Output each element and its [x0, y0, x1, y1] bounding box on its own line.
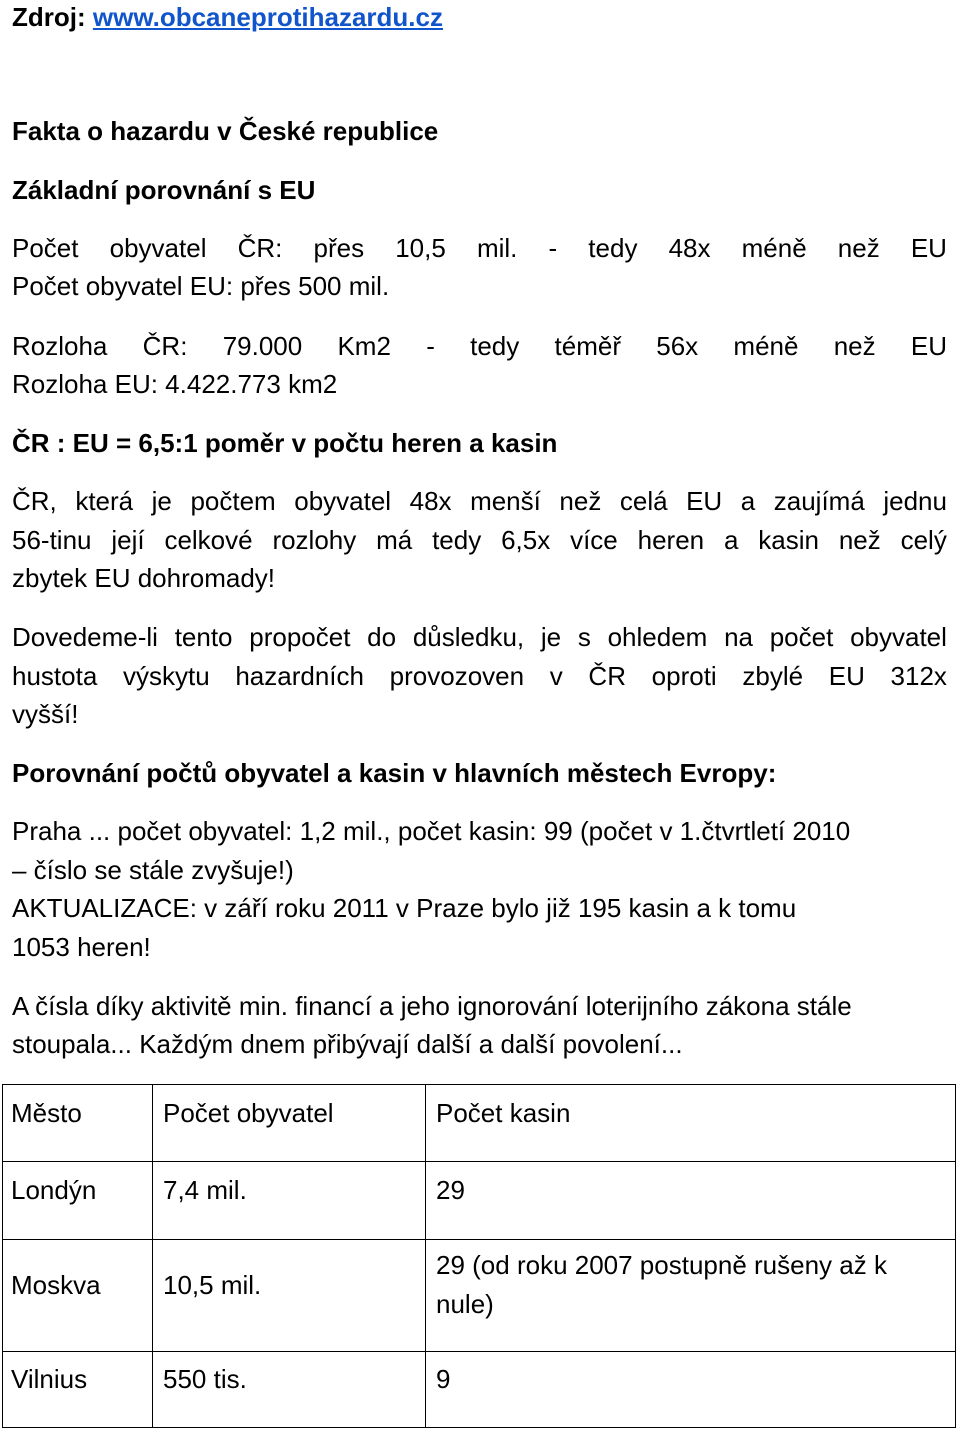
word: a [723, 525, 739, 555]
word: v [549, 661, 563, 691]
prague-line-3: AKTUALIZACE: v září roku 2011 v Praze bylo již 195 kasin a k tomu [12, 893, 797, 923]
table-divider [425, 1085, 426, 1427]
word: ohledem [607, 622, 708, 652]
table-header-city: Město [11, 1098, 82, 1128]
table-cell-casinos: 9 [436, 1364, 451, 1394]
paragraph2-line-2 [12, 661, 947, 691]
table-header-population: Počet obyvatel [163, 1098, 334, 1128]
word: tedy [432, 525, 482, 555]
word: počtem [190, 486, 276, 516]
source-link[interactable]: www.obcaneprotihazardu.cz [92, 2, 443, 32]
word: ČR: [237, 233, 283, 263]
word: méně [741, 233, 807, 263]
word: více [570, 525, 618, 555]
word: obyvatel [294, 486, 392, 516]
word: - [426, 331, 435, 361]
population-line-1 [12, 233, 947, 263]
source-label: Zdroj: [12, 2, 86, 32]
table-cell-casinos-continued: nule) [436, 1289, 494, 1319]
closing-line-2: stoupala... Každým dnem přibývají další a další povolení... [12, 1029, 683, 1059]
population-line-2: Počet obyvatel EU: přes 500 mil. [12, 271, 390, 301]
closing-line-1: A čísla díky aktivitě min. financí a jeho ignorování loterijního zákona stále [12, 991, 852, 1021]
area-line-2: Rozloha EU: 4.422.773 km2 [12, 369, 338, 399]
word: méně [733, 331, 799, 361]
word: Dovedeme-li [12, 622, 158, 652]
word: kasin [758, 525, 819, 555]
word: je [540, 622, 562, 652]
table-divider [3, 1161, 955, 1162]
prague-line-2: – číslo se stále zvyšuje!) [12, 855, 294, 885]
word: celá [619, 486, 668, 516]
word: oproti [651, 661, 717, 691]
word: její [111, 525, 145, 555]
table-cell-city: Vilnius [11, 1364, 88, 1394]
word: téměř [554, 331, 621, 361]
table-cell-casinos: 29 [436, 1175, 465, 1205]
word: Počet [12, 233, 79, 263]
prague-line-1: Praha ... počet obyvatel: 1,2 mil., počet kasin: 99 (počet v 1.čtvrtletí 2010 [12, 816, 851, 846]
word: EU [910, 331, 947, 361]
paragraph1-line-1 [12, 486, 947, 516]
word: 79.000 [222, 331, 303, 361]
word: do [367, 622, 397, 652]
word: obyvatel [850, 622, 947, 652]
paragraph1-line-3: zbytek EU dohromady! [12, 563, 276, 593]
word: ČR: [142, 331, 188, 361]
word: zbylé [742, 661, 804, 691]
word: Km2 [337, 331, 391, 361]
sub-heading: Základní porovnání s EU [12, 175, 316, 205]
word: ČR, [12, 486, 57, 516]
word: než [833, 331, 876, 361]
word: na [724, 622, 753, 652]
word: tedy [588, 233, 638, 263]
table-divider [3, 1239, 955, 1240]
main-heading: Fakta o hazardu v České republice [12, 116, 439, 146]
word: obyvatel [109, 233, 207, 263]
word: tedy [470, 331, 520, 361]
word: EU [686, 486, 723, 516]
word: a [740, 486, 756, 516]
word: má [376, 525, 413, 555]
table-cell-population: 10,5 mil. [163, 1270, 262, 1300]
table-cell-city: Londýn [11, 1175, 97, 1205]
table-header-casinos: Počet kasin [436, 1098, 571, 1128]
prague-line-4: 1053 heren! [12, 932, 151, 962]
word: provozoven [389, 661, 525, 691]
word: 312x [890, 661, 947, 691]
word: propočet [249, 622, 351, 652]
table-cell-population: 550 tis. [163, 1364, 247, 1394]
word: 48x [409, 486, 452, 516]
table-cell-population: 7,4 mil. [163, 1175, 247, 1205]
table-cell-city: Moskva [11, 1270, 101, 1300]
word: jednu [883, 486, 947, 516]
word: Rozloha [12, 331, 108, 361]
word: 48x [668, 233, 711, 263]
word: důsledku, [412, 622, 525, 652]
word: hazardních [235, 661, 364, 691]
paragraph1-line-2 [12, 525, 947, 555]
word: 56x [656, 331, 699, 361]
area-line-1 [12, 331, 947, 361]
word: celý [900, 525, 947, 555]
word: je [151, 486, 172, 516]
word: zaujímá [773, 486, 865, 516]
cities-table [2, 1084, 956, 1428]
table-divider [3, 1351, 955, 1352]
paragraph2-line-1 [12, 622, 947, 652]
word: 6,5x [501, 525, 551, 555]
word: 56-tinu [12, 525, 92, 555]
comparison-heading: Porovnání počtů obyvatel a kasin v hlavních městech Evropy: [12, 758, 777, 788]
word: s [577, 622, 591, 652]
word: menší [470, 486, 541, 516]
word: EU [910, 233, 947, 263]
paragraph2-line-3: vyšší! [12, 699, 79, 729]
word: výskytu [122, 661, 210, 691]
word: EU [828, 661, 865, 691]
word: - [548, 233, 558, 263]
word: která [75, 486, 134, 516]
word: počet [769, 622, 834, 652]
word: rozlohy [272, 525, 357, 555]
table-divider [152, 1085, 153, 1427]
source-line [12, 2, 443, 32]
word: heren [637, 525, 705, 555]
word: než [559, 486, 602, 516]
word: přes [313, 233, 365, 263]
word: 10,5 [395, 233, 446, 263]
word: ČR [588, 661, 626, 691]
word: celkové [164, 525, 253, 555]
table-cell-casinos: 29 (od roku 2007 postupně rušeny až k [436, 1250, 887, 1280]
word: mil. [476, 233, 518, 263]
word: tento [174, 622, 233, 652]
word: než [837, 233, 880, 263]
ratio-heading: ČR : EU = 6,5:1 poměr v počtu heren a kasin [12, 428, 558, 458]
word: než [838, 525, 881, 555]
word: hustota [12, 661, 98, 691]
